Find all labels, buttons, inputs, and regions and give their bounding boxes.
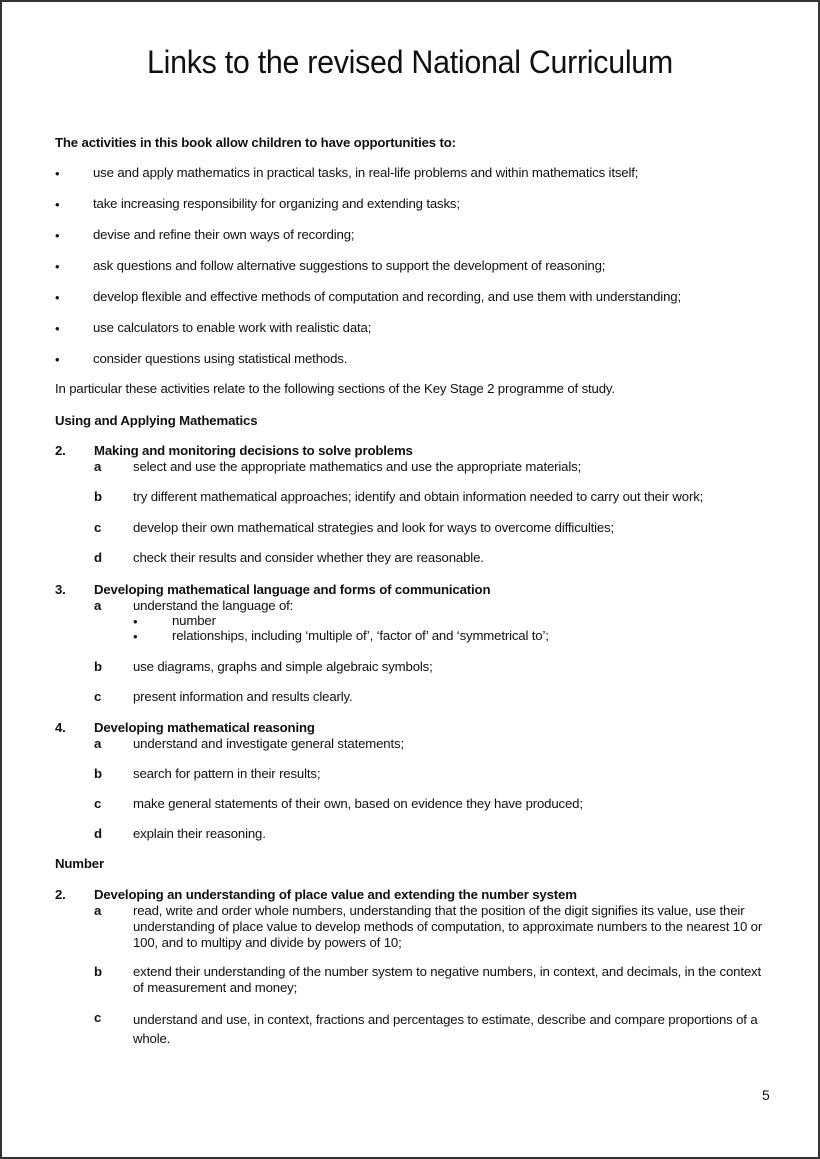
point-letter: a bbox=[94, 903, 102, 918]
point-letter: b bbox=[94, 659, 102, 674]
point-letter: d bbox=[94, 550, 102, 565]
point-letter: b bbox=[94, 766, 102, 781]
item-title: Developing mathematical reasoning bbox=[94, 720, 315, 735]
bullet-icon: • bbox=[55, 352, 60, 367]
relation-note: In particular these activities relate to the following sections of the Key Stage 2 programme of study. bbox=[55, 381, 615, 396]
bullet-text: use calculators to enable work with realistic data; bbox=[93, 320, 372, 335]
point-letter: b bbox=[94, 964, 102, 979]
bullet-text: consider questions using statistical methods. bbox=[93, 351, 348, 366]
item-number: 2. bbox=[55, 887, 66, 902]
sub-point-text: relationships, including ‘multiple of’, ‘factor of’ and ‘symmetrical to’; bbox=[172, 628, 549, 643]
point-text: understand the language of: bbox=[133, 598, 294, 613]
item-title: Making and monitoring decisions to solve problems bbox=[94, 443, 413, 458]
bullet-icon: • bbox=[55, 197, 60, 212]
point-letter: c bbox=[94, 520, 102, 535]
section-heading: Using and Applying Mathematics bbox=[55, 413, 258, 428]
point-letter: a bbox=[94, 459, 102, 474]
section-heading: Number bbox=[55, 856, 104, 871]
item-number: 3. bbox=[55, 582, 66, 597]
point-letter: c bbox=[94, 796, 102, 811]
bullet-icon: • bbox=[133, 614, 138, 629]
point-letter: c bbox=[94, 1010, 102, 1025]
item-title: Developing mathematical language and forms of communication bbox=[94, 582, 491, 597]
bullet-icon: • bbox=[55, 259, 60, 274]
point-text: check their results and consider whether they are reasonable. bbox=[133, 550, 484, 565]
bullet-icon: • bbox=[55, 321, 60, 336]
point-text: search for pattern in their results; bbox=[133, 766, 321, 781]
point-text: use diagrams, graphs and simple algebraic symbols; bbox=[133, 659, 433, 674]
bullet-icon: • bbox=[55, 166, 60, 181]
item-title: Developing an understanding of place value and extending the number system bbox=[94, 887, 577, 902]
point-letter: a bbox=[94, 598, 102, 613]
point-text: select and use the appropriate mathematics and use the appropriate materials; bbox=[133, 459, 582, 474]
page-title: Links to the revised National Curriculum bbox=[147, 44, 673, 80]
bullet-text: ask questions and follow alternative suggestions to support the development of reasoning; bbox=[93, 258, 606, 273]
bullet-icon: • bbox=[133, 629, 138, 644]
point-letter: b bbox=[94, 489, 102, 504]
sub-point-text: number bbox=[172, 613, 216, 628]
point-text: present information and results clearly. bbox=[133, 689, 353, 704]
item-number: 4. bbox=[55, 720, 66, 735]
bullet-text: develop flexible and effective methods of computation and recording, and use them with understanding; bbox=[93, 289, 681, 304]
point-text: try different mathematical approaches; identify and obtain information needed to carry out their work; bbox=[133, 489, 704, 504]
bullet-text: devise and refine their own ways of recording; bbox=[93, 227, 355, 242]
point-letter: c bbox=[94, 689, 102, 704]
point-text: make general statements of their own, based on evidence they have produced; bbox=[133, 796, 583, 811]
intro-heading: The activities in this book allow children to have opportunities to: bbox=[55, 135, 456, 150]
point-text: understand and use, in context, fractions and percentages to estimate, describe and compare proportions of a whole. bbox=[133, 1012, 758, 1046]
point-letter: d bbox=[94, 826, 102, 841]
point-text: understand and investigate general statements; bbox=[133, 736, 404, 751]
point-text: extend their understanding of the number system to negative numbers, in context, and decimals, in the context of measurement and money; bbox=[133, 964, 762, 995]
bullet-text: take increasing responsibility for organizing and extending tasks; bbox=[93, 196, 460, 211]
page-number: 5 bbox=[762, 1087, 770, 1103]
point-text: read, write and order whole numbers, understanding that the position of the digit signifies its value, use their understanding of place value to develop methods of computation, to approximate numbers to the nearest 10 or 100, and to multipy and divide by powers of 10; bbox=[133, 903, 763, 950]
bullet-icon: • bbox=[55, 290, 60, 305]
point-text: explain their reasoning. bbox=[133, 826, 266, 841]
item-number: 2. bbox=[55, 443, 66, 458]
point-letter: a bbox=[94, 736, 102, 751]
point-text: develop their own mathematical strategies and look for ways to overcome difficulties; bbox=[133, 520, 615, 535]
bullet-text: use and apply mathematics in practical tasks, in real-life problems and within mathematics itself; bbox=[93, 165, 639, 180]
bullet-icon: • bbox=[55, 228, 60, 243]
